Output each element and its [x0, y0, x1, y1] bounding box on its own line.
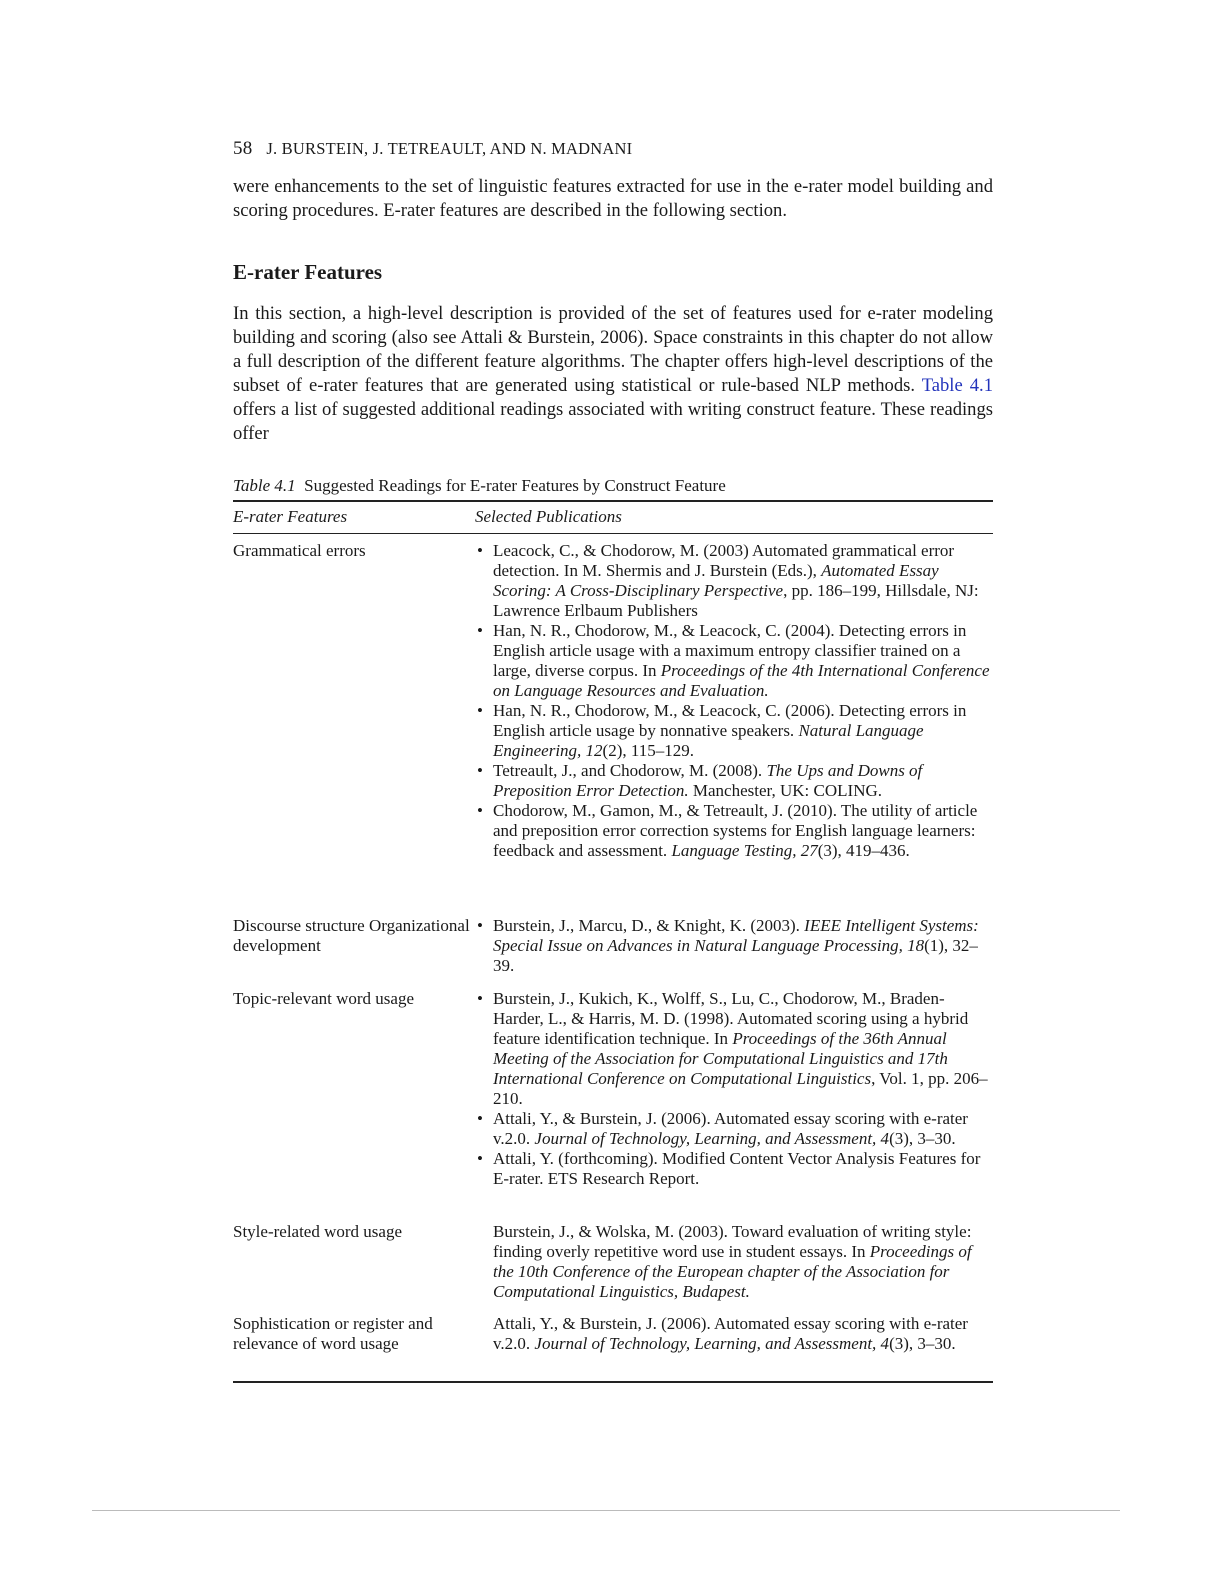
- table-top-rule: [233, 500, 993, 502]
- reference-item: [475, 761, 995, 801]
- running-head: [233, 138, 632, 160]
- reference-title-italic: Automated Essay Scoring: A Cross-Disciplinary Perspective: [493, 561, 939, 600]
- publications-cell: [475, 1222, 995, 1302]
- paragraph-text: In this section, a high-level description is provided of the set of features used for e-rater modeling building and scoring (also see Attali & Burstein, 2006). Space constraints in this chapter do not allow a full description of the different feature algorithms. The chapter offers high-level descriptions of the subset of e-rater features that are generated using statistical or rule-based NLP methods.: [233, 303, 993, 396]
- bullet-icon: •: [477, 761, 483, 780]
- reference-text: , pp. 186–199, Hillsdale, NJ: Lawrence Erlbaum Publishers: [493, 581, 979, 620]
- reference-text: Tetreault, J., and Chodorow, M. (2008).: [493, 761, 767, 780]
- feature-cell: Discourse structure Organizational development: [233, 916, 470, 955]
- reference-item: [475, 1149, 995, 1189]
- bullet-icon: •: [477, 1109, 483, 1128]
- reference-item: [475, 621, 995, 701]
- reference-title-italic: IEEE Intelligent Systems: Special Issue on Advances in Natural Language Processing, 18: [493, 916, 979, 955]
- table-caption-label: Table 4.1: [233, 476, 296, 495]
- reference-text: Attali, Y., & Burstein, J. (2006). Automated essay scoring with e-rater v.2.0.: [493, 1314, 968, 1353]
- table-header-rule: [233, 533, 993, 534]
- reference-item: [475, 701, 995, 761]
- reference-text: Manchester, UK: COLING.: [688, 781, 882, 800]
- reference-title-italic: Proceedings of the 10th Conference of the European chapter of the Association for Computational Linguistics, Budapest.: [493, 1242, 972, 1301]
- reference-text: (3), 419–436.: [817, 841, 910, 860]
- reference-title-italic: The Ups and Downs of Preposition Error Detection.: [493, 761, 923, 800]
- reference-item: [475, 1222, 995, 1302]
- feature-cell: Style-related word usage: [233, 1222, 402, 1241]
- page-number: 58: [233, 138, 253, 159]
- column-header-features: E-rater Features: [233, 507, 348, 526]
- reference-title-italic: Proceedings of the 4th International Conference on Language Resources and Evaluation.: [493, 661, 990, 700]
- reference-item: [475, 916, 995, 976]
- reference-text: Chodorow, M., Gamon, M., & Tetreault, J. (2010). The utility of article and preposition error correction systems for English language learners: feedback and assessment.: [493, 801, 978, 860]
- page-footer-divider: [92, 1510, 1120, 1511]
- reference-item: [475, 1314, 995, 1354]
- bullet-icon: •: [477, 701, 483, 720]
- reference-title-italic: Journal of Technology, Learning, and Assessment, 4: [534, 1129, 890, 1148]
- paragraph-text: offers a list of suggested additional readings associated with writing construct feature. These readings offer: [233, 399, 993, 444]
- reference-title-italic: Natural Language Engineering, 12: [493, 721, 924, 760]
- reference-item: [475, 989, 995, 1109]
- bullet-icon: •: [477, 621, 483, 640]
- reference-text: (3), 3–30.: [889, 1334, 956, 1353]
- publications-cell: [475, 1314, 995, 1354]
- publications-cell: [475, 989, 995, 1189]
- reference-text: (3), 3–30.: [889, 1129, 956, 1148]
- running-head-authors: J. BURSTEIN, J. TETREAULT, AND N. MADNANI: [266, 139, 633, 158]
- feature-cell: Grammatical errors: [233, 541, 366, 560]
- bullet-icon: •: [477, 1149, 483, 1168]
- reference-text: (2), 115–129.: [602, 741, 694, 760]
- reference-text: Attali, Y., & Burstein, J. (2006). Automated essay scoring with e-rater v.2.0.: [493, 1109, 968, 1148]
- table-caption: [233, 476, 726, 496]
- bullet-icon: •: [477, 989, 483, 1008]
- reference-item: [475, 541, 995, 621]
- bullet-icon: •: [477, 801, 483, 820]
- reference-title-italic: Proceedings of the 36th Annual Meeting of the Association for Computational Linguistics and 17th International Conference on Computational Linguistics: [493, 1029, 948, 1088]
- table-caption-text: Suggested Readings for E-rater Features by Construct Feature: [304, 476, 726, 495]
- publications-cell: [475, 541, 995, 861]
- reference-item: [475, 1109, 995, 1149]
- reference-text: Burstein, J., Kukich, K., Wolff, S., Lu, C., Chodorow, M., Braden-Harder, L., & Harris, M. D. (1998). Automated scoring using a hybrid feature identification technique. In: [493, 989, 969, 1048]
- feature-cell: Topic-relevant word usage: [233, 989, 415, 1008]
- section-paragraph: [233, 302, 993, 446]
- reference-text: Burstein, J., & Wolska, M. (2003). Toward evaluation of writing style: finding overly repetitive word use in student essays. In: [493, 1222, 972, 1261]
- reference-text: (1), 32–39.: [493, 936, 978, 975]
- section-heading: E-rater Features: [233, 260, 383, 284]
- table-bottom-rule: [233, 1381, 993, 1383]
- reference-item: [475, 801, 995, 861]
- intro-paragraph: were enhancements to the set of linguistic features extracted for use in the e-rater model building and scoring procedures. E-rater features are described in the following section.: [233, 176, 993, 221]
- table-reference-link[interactable]: Table 4.1: [921, 375, 993, 396]
- reference-text: Attali, Y. (forthcoming). Modified Content Vector Analysis Features for E-rater. ETS Research Report.: [493, 1149, 981, 1188]
- reference-title-italic: Journal of Technology, Learning, and Assessment, 4: [534, 1334, 890, 1353]
- reference-text: Burstein, J., Marcu, D., & Knight, K. (2003).: [493, 916, 805, 935]
- reference-text: Leacock, C., & Chodorow, M. (2003) Automated grammatical error detection. In M. Shermis and J. Burstein (Eds.),: [493, 541, 955, 580]
- column-header-publications: Selected Publications: [475, 507, 622, 526]
- feature-cell: Sophistication or register and relevance of word usage: [233, 1314, 433, 1353]
- reference-text: Han, N. R., Chodorow, M., & Leacock, C. (2006). Detecting errors in English article usage by nonnative speakers.: [493, 701, 967, 740]
- reference-text: , Vol. 1, pp. 206–210.: [493, 1069, 988, 1108]
- reference-title-italic: Language Testing, 27: [671, 841, 818, 860]
- bullet-icon: •: [477, 541, 483, 560]
- reference-text: Han, N. R., Chodorow, M., & Leacock, C. (2004). Detecting errors in English article usage with a maximum entropy classifier trained on a large, diverse corpus. In: [493, 621, 967, 680]
- publications-cell: [475, 916, 995, 976]
- bullet-icon: •: [477, 916, 483, 935]
